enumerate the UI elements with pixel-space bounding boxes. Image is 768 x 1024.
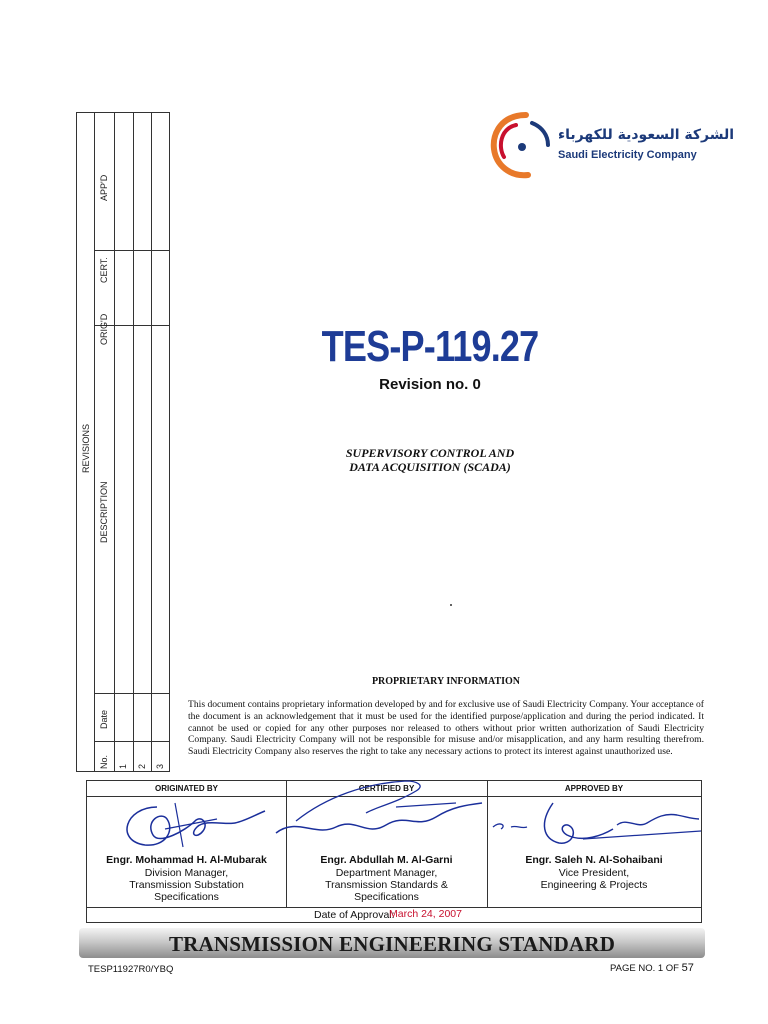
row-number: 1 [118,763,128,769]
row-divider [95,693,169,694]
description-header: DESCRIPTION [99,481,109,543]
approved-by-header: APPROVED BY [487,781,701,797]
role-line: Transmission Standards & [325,879,448,891]
originated-by-header: ORIGINATED BY [87,781,286,797]
proprietary-text: This document contains proprietary information developed by and for exclusive use of Saudi Electricity Company. Your acceptance of the document is an acknowledgement that it must be used for the identified purpose/application and during the period indicated. It cannot be used or copied for any other purposes nor released to others without prior written authorization of Saudi Electricity Company. Saudi Electricity Company will not be responsible for misuse and/or misapplication, and any harm resulting therefrom. Saudi Electricity Company also reserves the right to take any necessary actions to protect its interest against unauthorized use. [188,699,704,758]
stray-dot [450,604,452,606]
cert-header: CERT. [99,257,109,283]
approval-row [87,907,701,924]
signature-table [86,780,702,923]
page-label: PAGE NO. 1 OF [610,963,679,974]
role-line: Specifications [354,891,419,903]
date-header: Date [99,709,109,729]
role-line: Engineering & Projects [540,879,648,891]
revisions-title: REVISIONS [81,423,91,473]
originator-role [87,867,286,903]
role-line: Department Manager, [335,867,438,879]
originator-name: Engr. Mohammad H. Al-Mubarak [106,854,267,866]
revisions-table [76,112,170,772]
document-code: TES-P-119.27 [321,322,539,371]
role-line: Division Manager, [144,867,229,879]
column-divider [133,113,134,771]
page-total: 57 [681,962,694,974]
appd-header: APP'D [99,174,109,201]
approval-date: March 24, 2007 [389,908,462,920]
certifier-role [286,867,487,903]
revisions-divider [94,113,95,771]
no-header: No. [99,754,109,769]
row-number: 2 [137,763,147,769]
document-subject [0,446,768,474]
approver-name: Engr. Saleh N. Al-Sohaibani [525,854,663,866]
origd-header: ORIG'D [99,313,109,345]
page-number [610,962,694,974]
row-divider [95,250,169,251]
logo-mark-icon [486,105,556,185]
role-line: Transmission Substation [129,879,244,891]
certified-by-cell [286,781,488,907]
banner-title: TRANSMISSION ENGINEERING STANDARD [168,932,616,956]
column-divider [114,113,115,771]
approval-label: Date of Approval: [314,909,395,921]
row-divider [95,741,169,742]
subject-line: DATA ACQUISITION (SCADA) [349,460,511,474]
signature-certifier [256,777,486,853]
document-reference: TESP11927R0/YBQ [88,964,174,975]
role-line: Specifications [154,891,219,903]
approver-role [487,867,701,891]
row-number: 3 [155,763,165,769]
role-line: Vice President, [558,867,630,879]
column-divider [151,113,152,771]
approved-by-cell [487,781,701,907]
certified-by-header: CERTIFIED BY [286,781,487,797]
proprietary-title: PROPRIETARY INFORMATION [371,676,521,687]
signature-originator [105,801,275,853]
subject-line: SUPERVISORY CONTROL AND [345,446,515,460]
certifier-name: Engr. Abdullah M. Al-Garni [320,854,453,866]
logo-english-name: Saudi Electricity Company [558,149,697,161]
revision-number: Revision no. 0 [379,376,481,393]
signature-approver [487,799,701,851]
logo-arabic-name: الشركة السعودية للكهرباء [558,127,735,143]
company-logo [486,105,735,185]
standard-banner [79,928,705,958]
